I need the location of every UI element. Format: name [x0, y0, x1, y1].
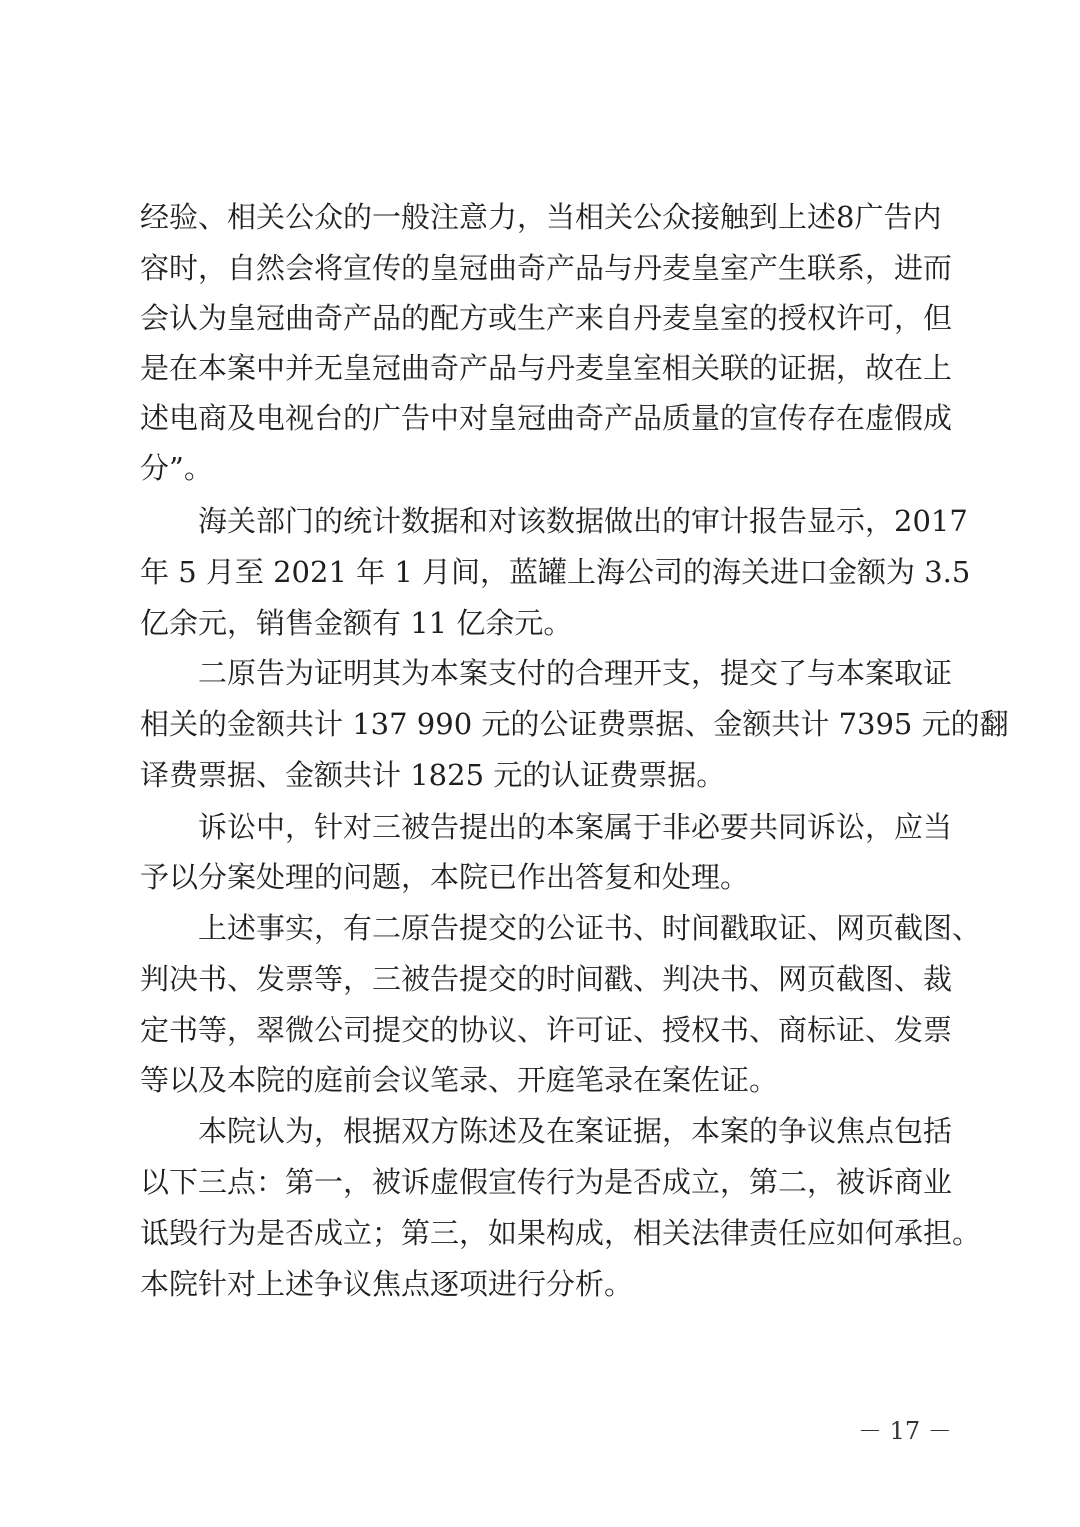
paragraph-line: 海关部门的统计数据和对该数据做出的审计报告显示，2017: [198, 504, 968, 538]
paragraph-line: 亿余元，销售金额有 11 亿余元。: [140, 606, 573, 640]
paragraph-line: 等以及本院的庭前会议笔录、开庭笔录在案佐证。: [140, 1063, 779, 1097]
paragraph-line: 上述事实，有二原告提交的公证书、时间戳取证、网页截图、: [198, 911, 982, 945]
paragraph-line: 以下三点：第一，被诉虚假宣传行为是否成立，第二，被诉商业: [140, 1165, 953, 1199]
paragraph-line: 分”。: [140, 451, 213, 485]
paragraph-line: 判决书、发票等，三被告提交的时间戳、判决书、网页截图、裁: [140, 962, 953, 996]
paragraph-line: 述电商及电视台的广告中对皇冠曲奇产品质量的宣传存在虚假成: [140, 401, 953, 435]
paragraph-line: 诋毁行为是否成立；第三，如果构成，相关法律责任应如何承担。: [140, 1216, 982, 1250]
paragraph-line: 相关的金额共计 137 990 元的公证费票据、金额共计 7395 元的翻: [140, 707, 1009, 741]
paragraph-line: 诉讼中，针对三被告提出的本案属于非必要共同诉讼，应当: [198, 810, 953, 844]
paragraph-line: 是在本案中并无皇冠曲奇产品与丹麦皇室相关联的证据，故在上: [140, 351, 953, 385]
paragraph-line: 会认为皇冠曲奇产品的配方或生产来自丹麦皇室的授权许可，但: [140, 301, 953, 335]
paragraph-line: 经验、相关公众的一般注意力，当相关公众接触到上述8广告内: [140, 200, 942, 234]
paragraph-line: 二原告为证明其为本案支付的合理开支，提交了与本案取证: [198, 656, 953, 690]
paragraph-line: 译费票据、金额共计 1825 元的认证费票据。: [140, 758, 726, 792]
paragraph-line: 容时，自然会将宣传的皇冠曲奇产品与丹麦皇室产生联系，进而: [140, 251, 953, 285]
paragraph-line: 本院认为，根据双方陈述及在案证据，本案的争议焦点包括: [198, 1114, 953, 1148]
paragraph-line: 本院针对上述争议焦点逐项进行分析。: [140, 1267, 634, 1301]
paragraph-line: 年 5 月至 2021 年 1 月间，蓝罐上海公司的海关进口金额为 3.5: [140, 555, 971, 589]
paragraph-line: 予以分案处理的问题，本院已作出答复和处理。: [140, 860, 750, 894]
page-number: － 17 －: [858, 1417, 952, 1445]
paragraph-line: 定书等，翠微公司提交的协议、许可证、授权书、商标证、发票: [140, 1013, 953, 1047]
